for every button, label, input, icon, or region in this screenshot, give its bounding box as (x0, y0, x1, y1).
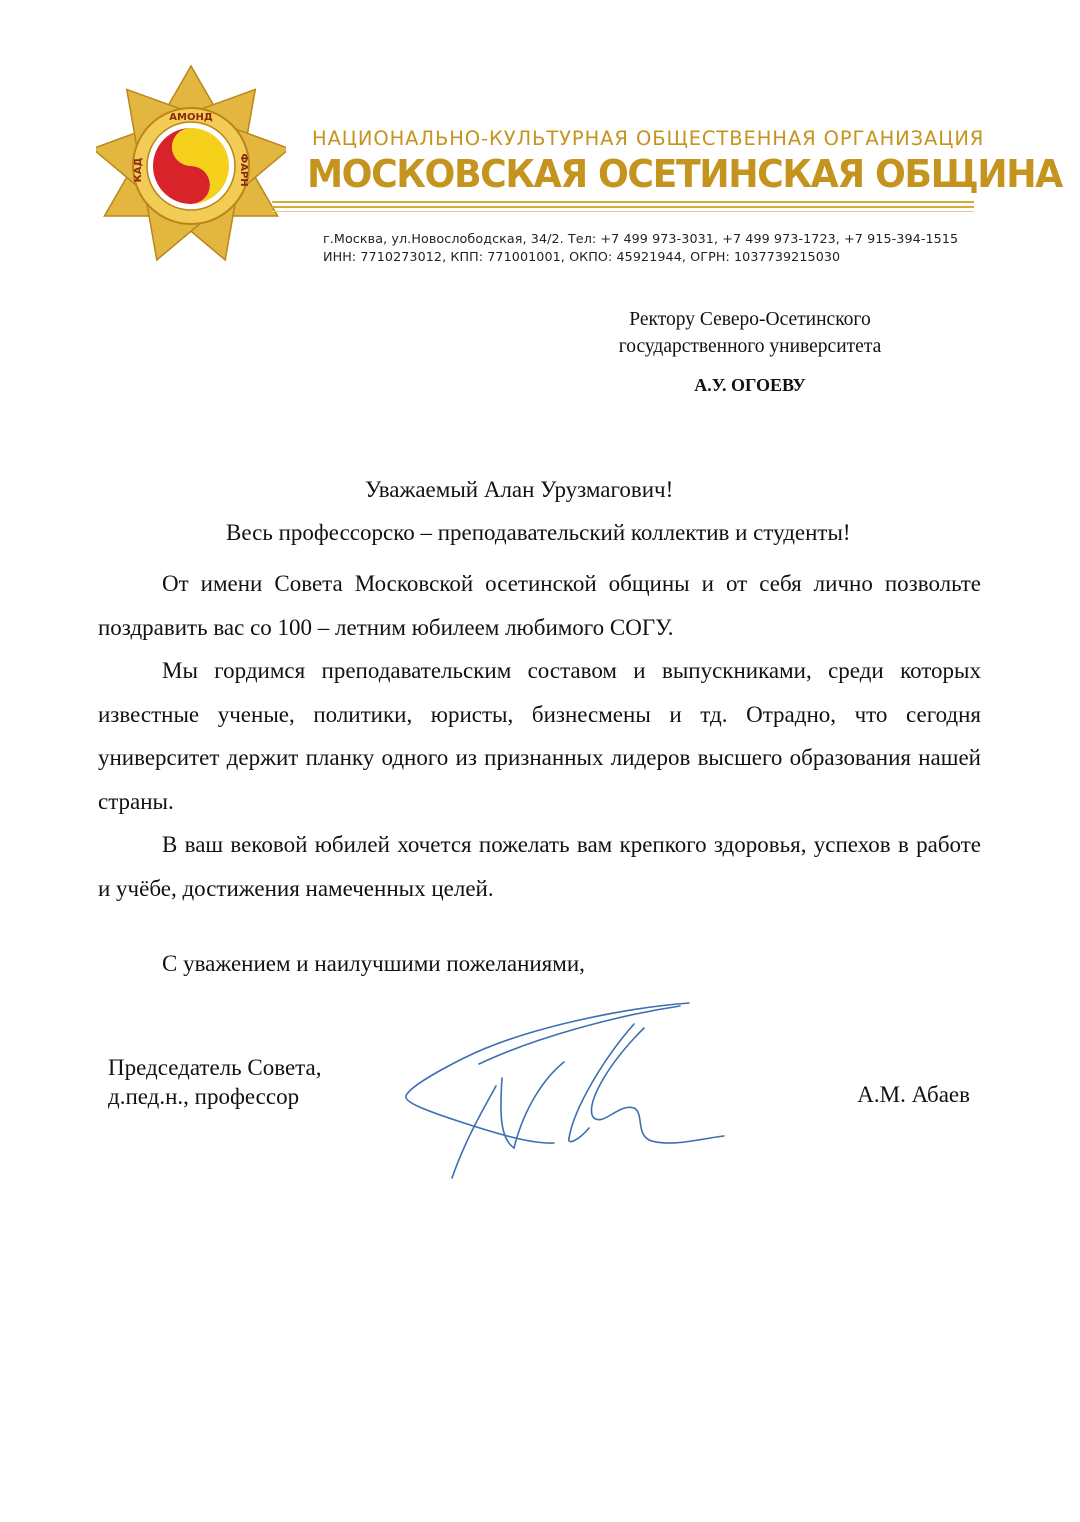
org-name: МОСКОВСКАЯ ОСЕТИНСКАЯ ОБЩИНА (307, 152, 1062, 196)
paragraph: От имени Совета Московской осетинской общины и от себя лично позвольте поздравить вас со 100 – летним юбилеем любимого СОГУ. (98, 571, 981, 640)
recipient-institution: государственного университета (618, 336, 882, 357)
signer-position (108, 1053, 321, 1111)
paragraph: В ваш вековой юбилей хочется пожелать вам крепкого здоровья, успехов в работе и учёбе, достижения намеченных целей. (98, 832, 981, 901)
requisites-line: ИНН: 7710273012, КПП: 771001001, ОКПО: 45921944, ОГРН: 1037739215030 (323, 249, 841, 264)
signer-position-line1: Председатель Совета, (108, 1055, 322, 1080)
paragraph: Мы гордимся преподавательским составом и выпускниками, среди которых известные ученые, политики, юристы, бизнесмены и тд. Отрадно, что сегодня университет держит планку одного из признанных лидеров высшего образования нашей страны. (98, 658, 981, 814)
salutation: Уважаемый Алан Урузмагович! (365, 477, 674, 502)
handwritten-signature (404, 998, 729, 1188)
letter-body (98, 562, 981, 910)
header-rule (272, 201, 974, 203)
address-line: г.Москва, ул.Новослободская, 34/2. Тел: +7 499 973-3031, +7 499 973-1723, +7 915-394-1515 (323, 231, 959, 246)
recipient-title: Ректору Северо-Осетинского (629, 309, 871, 330)
salutation-secondary: Весь профессорско – преподавательский коллектив и студенты! (226, 520, 851, 545)
svg-text:КАД: КАД (133, 157, 144, 183)
org-type: НАЦИОНАЛЬНО-КУЛЬТУРНАЯ ОБЩЕСТВЕННАЯ ОРГАНИЗАЦИЯ (312, 127, 985, 150)
closing: С уважением и наилучшими пожеланиями, (162, 951, 585, 976)
svg-text:ФАРН: ФАРН (238, 153, 249, 187)
svg-text:АМОНД: АМОНД (169, 112, 213, 123)
recipient-name: А.У. ОГОЕВУ (694, 375, 806, 395)
emblem-logo (96, 64, 286, 264)
signer-name: А.М. Абаев (857, 1082, 970, 1107)
signer-position-line2: д.пед.н., профессор (108, 1084, 300, 1109)
header-rule (272, 211, 974, 212)
header-rule (272, 206, 974, 208)
